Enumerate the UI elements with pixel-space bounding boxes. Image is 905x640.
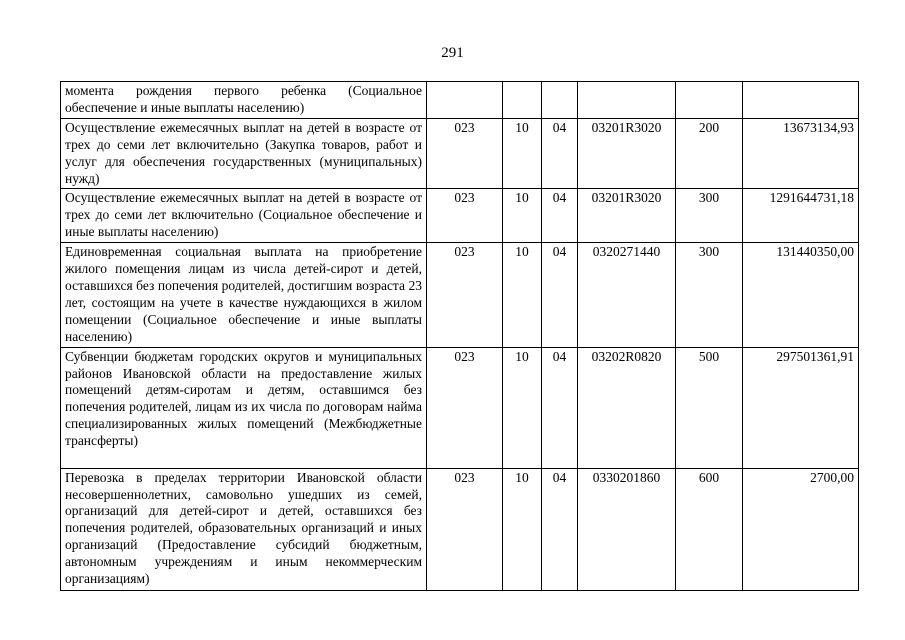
amount-cell: 297501361,91 [743,347,859,468]
target-article-code-cell: 03201R3020 [578,118,676,189]
expense-type-code-cell: 200 [676,118,743,189]
subsection-code-cell: 04 [542,189,578,243]
table-row [61,82,859,119]
table-row [61,243,859,347]
section-code-cell: 10 [503,118,542,189]
expense-name-cell: момента рождения первого ребенка (Социальное обеспечение и иные выплаты населению) [61,82,427,119]
amount-cell: 2700,00 [743,468,859,590]
expense-name-cell: Субвенции бюджетам городских округов и муниципальных районов Ивановской области на предоставление жилых помещений детям-сиротам и детям, оставшимся без попечения родителей, лицам из их числа по договорам найма специализированных жилых помещений (Межбюджетные трансферты) [61,347,427,468]
section-code-cell: 10 [503,243,542,347]
subsection-code-cell: 04 [542,243,578,347]
expense-name-cell: Осуществление ежемесячных выплат на детей в возрасте от трех до семи лет включительно (Социальное обеспечение и иные выплаты населению) [61,189,427,243]
amount-cell: 13673134,93 [743,118,859,189]
table-row [61,118,859,189]
table-row [61,189,859,243]
page-number: 291 [441,45,464,61]
department-code-cell: 023 [427,468,503,590]
budget-table [60,81,859,591]
expense-name-cell: Перевозка в пределах территории Ивановской области несовершеннолетних, самовольно ушедших из семей, организаций для детей-сирот и детей, оставшихся без попечения родителей, образовательных организаций и иных организаций (Предоставление субсидий бюджетным, автономным учреждениям и иным некоммерческим организациям) [61,468,427,590]
subsection-code-cell: 04 [542,347,578,468]
expense-type-code-cell: 300 [676,189,743,243]
expense-type-code-cell: 300 [676,243,743,347]
expense-name-cell: Осуществление ежемесячных выплат на детей в возрасте от трех до семи лет включительно (Закупка товаров, работ и услуг для обеспечения государственных (муниципальных) нужд) [61,118,427,189]
expense-type-code-cell: 500 [676,347,743,468]
department-code-cell: 023 [427,189,503,243]
subsection-code-cell [542,82,578,119]
subsection-code-cell: 04 [542,468,578,590]
section-code-cell [503,82,542,119]
target-article-code-cell: 0320271440 [578,243,676,347]
target-article-code-cell: 0330201860 [578,468,676,590]
amount-cell: 1291644731,18 [743,189,859,243]
section-code-cell: 10 [503,189,542,243]
target-article-code-cell: 03201R3020 [578,189,676,243]
table-row [61,347,859,468]
subsection-code-cell: 04 [542,118,578,189]
expense-name-cell: Единовременная социальная выплата на приобретение жилого помещения лицам из числа детей-сирот и детей, оставшихся без попечения родителей, достигшим возраста 23 лет, состоящим на учете в качестве нуждающихся в жилом помещении (Социальное обеспечение и иные выплаты населению) [61,243,427,347]
target-article-code-cell: 03202R0820 [578,347,676,468]
amount-cell: 131440350,00 [743,243,859,347]
section-code-cell: 10 [503,468,542,590]
department-code-cell: 023 [427,118,503,189]
department-code-cell: 023 [427,243,503,347]
table-row [61,468,859,590]
section-code-cell: 10 [503,347,542,468]
target-article-code-cell [578,82,676,119]
expense-type-code-cell: 600 [676,468,743,590]
expense-type-code-cell [676,82,743,119]
amount-cell [743,82,859,119]
department-code-cell [427,82,503,119]
department-code-cell: 023 [427,347,503,468]
